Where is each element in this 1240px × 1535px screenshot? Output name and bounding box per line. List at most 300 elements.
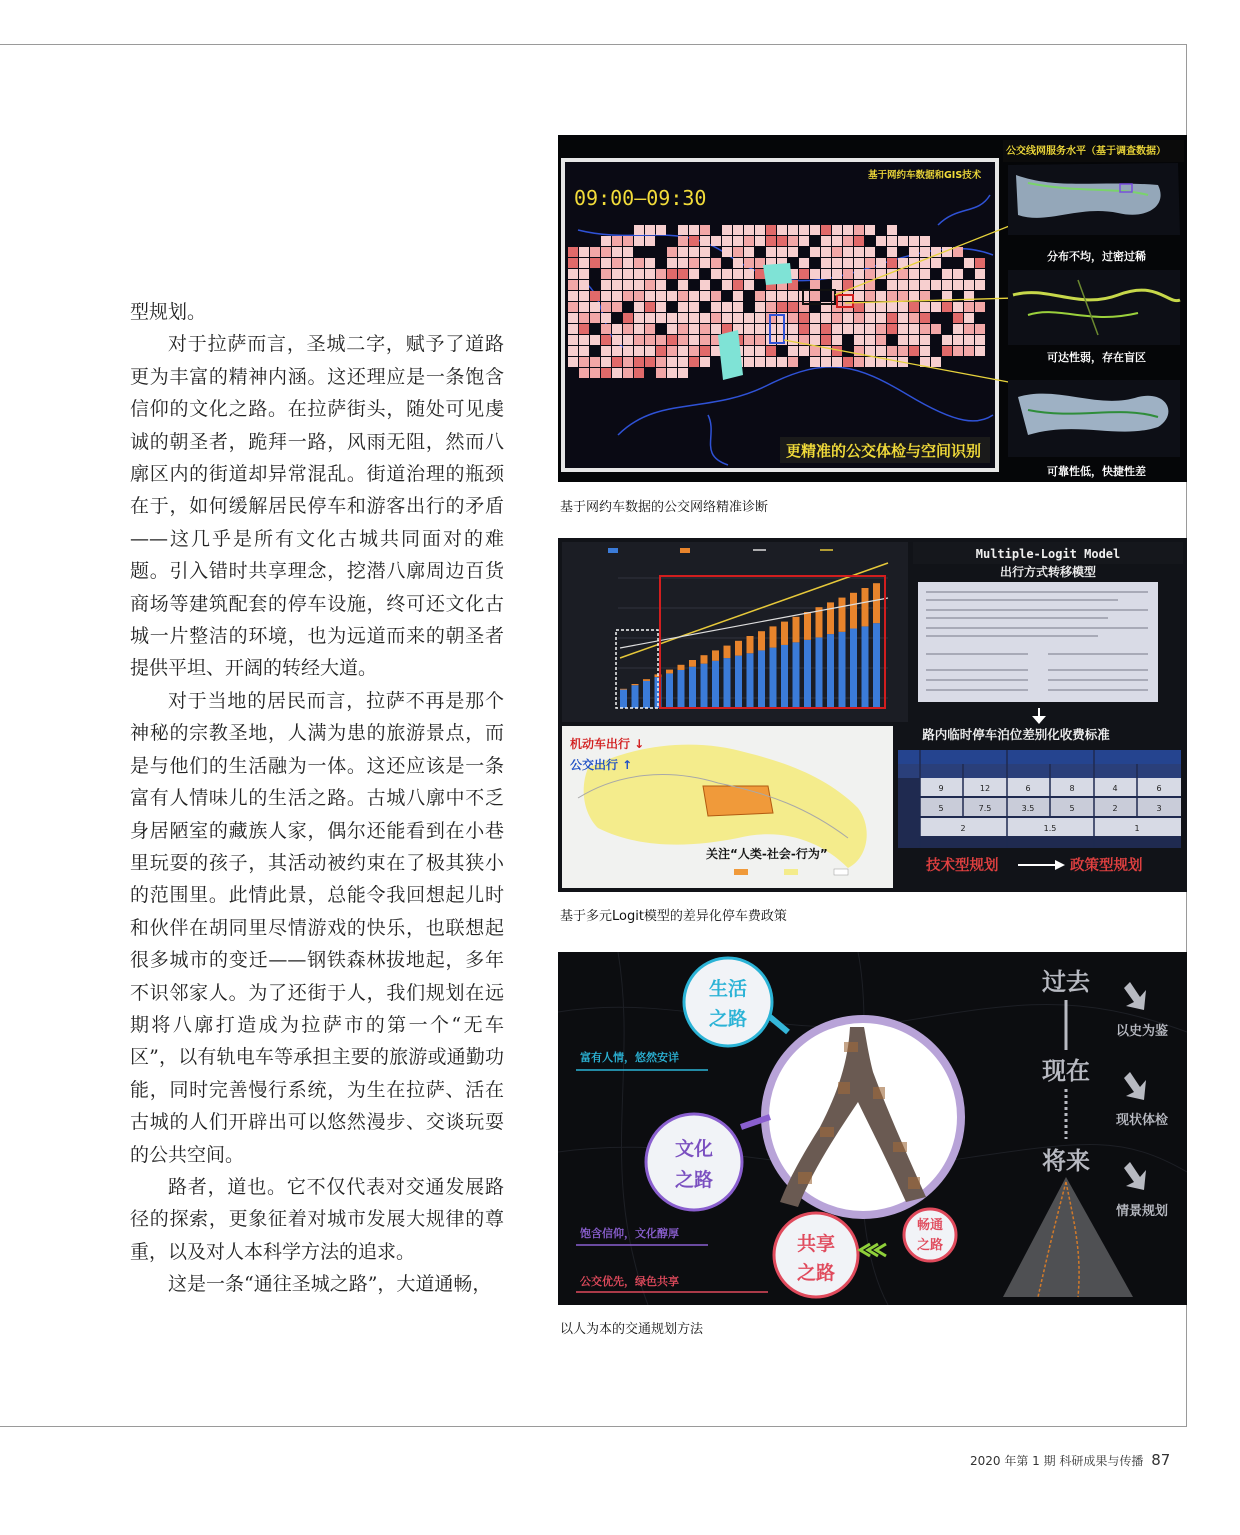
bar-transfer-share [620,689,627,690]
demand-cell [843,269,853,279]
demand-cell [590,357,600,367]
demand-cell [777,291,787,301]
demand-cell [920,335,930,345]
figure-1-caption: 基于网约车数据的公交网络精准诊断 [560,500,769,515]
fee-cell: 1 [1134,824,1140,833]
demand-cell [854,258,864,268]
demand-cell [788,346,798,356]
demand-cell [689,247,699,257]
demand-cell [887,302,897,312]
culture-road-label-1: 文化 [674,1138,714,1160]
finding-2: 可达性弱，存在盲区 [1047,351,1146,364]
demand-cell [678,346,688,356]
demand-cell [777,302,787,312]
demand-cell [854,236,864,246]
demand-cell [634,313,644,323]
demand-cell [953,247,963,257]
demand-cell [744,346,754,356]
demand-cell [634,258,644,268]
fee-cell: 3 [1156,804,1162,813]
demand-cell [865,247,875,257]
demand-cell [634,291,644,301]
fee-cell: 3.5 [1021,804,1035,813]
share-road-bubble [774,1213,858,1297]
demand-cell [876,346,886,356]
bar-bus-share [793,642,800,708]
demand-cell [865,335,875,345]
demand-cell [601,313,611,323]
demand-cell [898,324,908,334]
demand-cell [843,258,853,268]
thumbnail-map-1 [1008,163,1180,235]
demand-cell [722,225,732,235]
demand-cell [744,258,754,268]
demand-cell [601,335,611,345]
demand-cell [832,247,842,257]
demand-cell [843,313,853,323]
fee-table-title: 路内临时停车泊位差别化收费标准 [922,727,1110,742]
fee-cell: 5 [1069,804,1075,813]
demand-cell [579,302,589,312]
demand-cell [755,269,765,279]
demand-cell [744,225,754,235]
bar-transfer-share [724,646,731,658]
demand-cell [579,335,589,345]
demand-cell [931,357,941,367]
demand-cell [887,280,897,290]
demand-cell [975,258,985,268]
demand-cell [920,247,930,257]
bar-bus-share [839,632,846,708]
bar-transfer-share [747,636,754,653]
demand-cell [898,346,908,356]
demand-cell [931,324,941,334]
demand-cell [854,357,864,367]
demand-cell [568,247,578,257]
demand-cell [744,324,754,334]
demand-cell [909,269,919,279]
demand-cell [810,269,820,279]
demand-cell [744,313,754,323]
demand-cell [612,346,622,356]
figure-3-caption: 以人为本的交通规划方法 [560,1322,704,1337]
demand-cell [722,247,732,257]
demand-cell [876,324,886,334]
demand-cell [755,236,765,246]
demand-cell [821,269,831,279]
demand-cell [854,313,864,323]
demand-cell [975,302,985,312]
demand-cell [678,335,688,345]
demand-cell [810,225,820,235]
demand-cell [975,335,985,345]
demand-cell [689,346,699,356]
smooth-road-bubble [904,1209,956,1261]
car-trips-label: 机动车出行 ↓ [570,737,645,751]
fee-cell: 2 [1112,804,1118,813]
demand-cell [810,313,820,323]
demand-cell [579,368,589,378]
demand-cell [601,357,611,367]
demand-cell [744,357,754,367]
demand-cell [678,280,688,290]
bar-bus-share [678,670,685,708]
bar-transfer-share [701,655,708,663]
demand-cell [678,324,688,334]
demand-cell [612,324,622,334]
demand-cell [766,225,776,235]
demand-cell [700,247,710,257]
demand-cell [623,368,633,378]
demand-cell [755,302,765,312]
fee-cell: 6 [1156,784,1162,793]
bar-transfer-share [839,598,846,632]
demand-cell [579,258,589,268]
demand-cell [623,269,633,279]
model-subtitle: 出行方式转移模型 [999,565,1097,579]
demand-cell [755,313,765,323]
demand-cell [579,346,589,356]
demand-cell [975,324,985,334]
demand-cell [909,324,919,334]
demand-cell [887,324,897,334]
bar-bus-share [781,645,788,708]
demand-cell [788,291,798,301]
demand-cell [876,236,886,246]
demand-cell [656,280,666,290]
demand-cell [964,324,974,334]
demand-cell [711,302,721,312]
demand-cell [711,258,721,268]
demand-cell [777,236,787,246]
demand-cell [898,269,908,279]
demand-cell [909,302,919,312]
demand-cell [579,357,589,367]
demand-cell [788,357,798,367]
demand-cell [590,247,600,257]
present-label: 现在 [1042,1057,1090,1085]
figure-bus-network-diagnosis [558,135,1187,482]
paragraph-2: 对于拉萨而言，圣城二字，赋予了道路更为丰富的精神内涵。这还理应是一条饱含信仰的文化之路。在拉萨街头，随处可见虔诚的朝圣者，跪拜一路，风雨无阻，然而八廓区内的街道却异常混乱。街道治理的瓶颈在于，如何缓解居民停车和游客出行的矛盾——这几乎是所有文化古城共同面对的难题。引入错时共享理念，挖潜八廓周边百货商场等建筑配套的停车设施，终可还文化古城一片整洁的环境，也为远道而来的朝圣者提供平坦、开阔的转经大道。 [130,333,504,680]
demand-cell [568,291,578,301]
demand-cell [700,313,710,323]
demand-cell [678,368,688,378]
demand-cell [700,236,710,246]
demand-cell [942,335,952,345]
demand-cell [700,225,710,235]
demand-cell [898,302,908,312]
present-note: 现状体检 [1115,1113,1169,1128]
demand-cell [887,313,897,323]
bar-bus-share [689,667,696,708]
issue-label: 2020 年第 1 期 科研成果与传播 [970,1454,1144,1468]
demand-cell [898,236,908,246]
finding-3: 可靠性低，快捷性差 [1047,465,1146,478]
bar-transfer-share [793,617,800,643]
demand-cell [898,280,908,290]
demand-cell [700,280,710,290]
culture-road-tag: 饱含信仰，文化醇厚 [580,1227,679,1240]
bar-bus-share [632,685,639,708]
page-frame-top [0,44,1187,45]
demand-cell [634,236,644,246]
demand-cell [909,346,919,356]
demand-cell [821,313,831,323]
demand-cell [623,357,633,367]
bar-transfer-share [781,622,788,645]
bar-bus-share [770,648,777,708]
demand-cell [656,302,666,312]
fee-cell: 2 [960,824,966,833]
bar-transfer-share [712,650,719,660]
demand-cell [887,258,897,268]
demand-cell [579,324,589,334]
demand-cell [623,346,633,356]
demand-cell [645,291,655,301]
bar-transfer-share [632,684,639,685]
demand-cell [612,368,622,378]
demand-cell [590,335,600,345]
demand-cell [975,269,985,279]
demand-cell [799,269,809,279]
bar-transfer-share [862,588,869,626]
demand-cell [568,302,578,312]
bar-transfer-share [758,631,765,650]
thumbnail-map-2 [1008,270,1180,345]
demand-cell [689,324,699,334]
demand-cell [766,291,776,301]
demand-cell [612,291,622,301]
demand-cell [920,346,930,356]
demand-cell [601,346,611,356]
demand-cell [711,236,721,246]
demand-cell [656,269,666,279]
demand-cell [601,236,611,246]
demand-cell [964,335,974,345]
bar-bus-share [850,629,857,708]
demand-cell [920,313,930,323]
demand-cell [810,324,820,334]
demand-cell [909,236,919,246]
fee-cell: 8 [1069,784,1075,793]
smooth-road-label-2: 之路 [916,1238,944,1253]
demand-cell [612,269,622,279]
demand-cell [942,280,952,290]
demand-cell [931,258,941,268]
demand-cell [821,324,831,334]
demand-cell [843,225,853,235]
demand-cell [700,357,710,367]
demand-cell [953,313,963,323]
fee-table [898,750,1181,848]
demand-cell [799,324,809,334]
bar-transfer-share [827,602,834,634]
demand-cell [711,313,721,323]
demand-cell [744,280,754,290]
demand-cell [667,357,677,367]
demand-cell [722,236,732,246]
demand-cell [733,291,743,301]
demand-cell [601,269,611,279]
demand-cell [733,236,743,246]
demand-cell [568,258,578,268]
focus-label: 关注“人类-社会-行为” [706,847,828,861]
paragraph-1: 型规划。 [130,301,207,323]
demand-cell [788,225,798,235]
demand-cell [843,247,853,257]
fee-cell: 7.5 [978,804,992,813]
demand-cell [777,247,787,257]
demand-cell [810,335,820,345]
demand-cell [854,291,864,301]
demand-cell [920,236,930,246]
demand-cell [887,247,897,257]
demand-cell [909,313,919,323]
demand-cell [678,236,688,246]
demand-cell [623,291,633,301]
demand-cell [920,302,930,312]
demand-cell [898,335,908,345]
demand-cell [568,357,578,367]
demand-cell [733,302,743,312]
demand-cell [590,313,600,323]
demand-cell [645,225,655,235]
demand-cell [678,313,688,323]
demand-cell [942,346,952,356]
share-road-tag: 公交优先，绿色共享 [580,1275,679,1288]
demand-cell [744,236,754,246]
demand-cell [788,313,798,323]
fee-cell: 12 [979,784,991,793]
bar-bus-share [816,637,823,708]
demand-cell [755,357,765,367]
demand-cell [876,291,886,301]
demand-cell [623,247,633,257]
demand-cell [821,335,831,345]
precision-banner: 更精准的公交体检与空间识别 [786,442,982,460]
bar-bus-share [724,658,731,708]
demand-cell [799,225,809,235]
demand-cell [898,313,908,323]
demand-cell [634,368,644,378]
demand-cell [689,302,699,312]
page-folio [970,1451,1170,1469]
demand-cell [788,236,798,246]
demand-cell [601,291,611,301]
demand-cell [909,335,919,345]
demand-cell [865,258,875,268]
demand-cell [568,346,578,356]
bar-bus-share [873,623,880,708]
demand-cell [865,357,875,367]
demand-cell [689,335,699,345]
demand-cell [612,280,622,290]
article-body [130,296,504,1301]
demand-cell [799,258,809,268]
demand-cell [722,269,732,279]
future-label: 将来 [1042,1147,1090,1175]
demand-cell [634,269,644,279]
past-note: 以史为鉴 [1115,1024,1169,1039]
demand-cell [887,236,897,246]
demand-cell [744,269,754,279]
demand-cell [678,302,688,312]
demand-cell [843,357,853,367]
demand-cell [799,313,809,323]
demand-cell [678,247,688,257]
demand-cell [645,302,655,312]
share-road-label-2: 之路 [796,1262,836,1284]
demand-cell [821,258,831,268]
thumbnail-map-3 [1008,380,1180,457]
demand-cell [645,236,655,246]
demand-cell [579,280,589,290]
demand-cell [865,324,875,334]
demand-cell [711,324,721,334]
demand-cell [568,269,578,279]
demand-cell [678,357,688,367]
demand-cell [568,313,578,323]
demand-cell [865,291,875,301]
demand-cell [920,280,930,290]
demand-cell [755,346,765,356]
demand-cell [788,302,798,312]
demand-cell [722,280,732,290]
demand-cell [854,247,864,257]
past-label: 过去 [1042,968,1090,996]
figure-differentiated-parking-fee [558,538,1187,892]
demand-cell [931,280,941,290]
demand-cell [964,346,974,356]
life-road-label-2: 之路 [708,1008,748,1030]
bar-bus-share [620,690,627,708]
demand-cell [832,280,842,290]
demand-cell [832,335,842,345]
demand-cell [799,346,809,356]
demand-cell [634,335,644,345]
finding-1: 分布不均，过密过稀 [1047,250,1146,263]
bar-bus-share [862,626,869,708]
bakuo-zone [703,786,773,816]
demand-cell [601,324,611,334]
demand-cell [832,357,842,367]
demand-cell [612,247,622,257]
fee-cell: 9 [938,784,944,793]
demand-cell [832,225,842,235]
service-level-title: 公交线网服务水平（基于调查数据） [1006,146,1166,157]
demand-cell [766,357,776,367]
demand-cell [667,291,677,301]
demand-cell [667,247,677,257]
demand-cell [865,302,875,312]
demand-cell [667,335,677,345]
demand-cell [623,335,633,345]
demand-cell [612,258,622,268]
demand-cell [931,302,941,312]
smooth-road-label-1: 畅通 [916,1218,944,1233]
demand-cell [601,247,611,257]
demand-cell [942,302,952,312]
demand-cell [590,368,600,378]
demand-cell [942,269,952,279]
demand-cell [634,346,644,356]
policy-planning-label: 政策型规划 [1070,858,1143,874]
demand-cell [964,302,974,312]
demand-cell [601,258,611,268]
demand-cell [656,291,666,301]
demand-cell [634,324,644,334]
culture-road-label-2: 之路 [674,1169,714,1191]
